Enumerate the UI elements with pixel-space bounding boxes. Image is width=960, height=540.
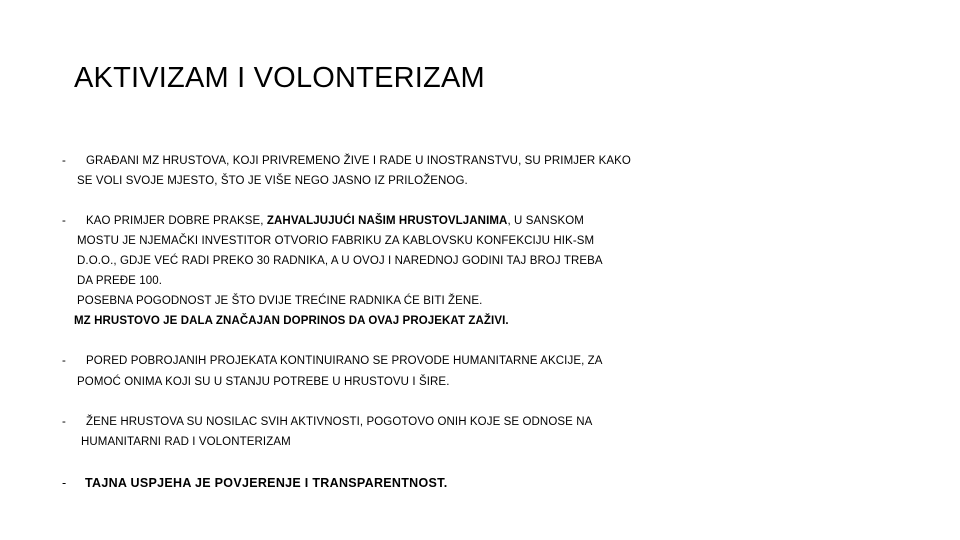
bullet-1-line-2: SE VOLI SVOJE MJESTO, ŠTO JE VIŠE NEGO JASNO IZ PRILOŽENOG. (77, 175, 468, 187)
bullet-dash-4: - (62, 416, 66, 428)
bullet-1-line-1: GRAĐANI MZ HRUSTOVA, KOJI PRIVREMENO ŽIVE I RADE U INOSTRANSTVU, SU PRIMJER KAKO (86, 155, 631, 167)
bullet-2-line-1-end: , U SANSKOM (507, 215, 584, 227)
bullet-dash-1: - (62, 155, 66, 167)
bullet-2-line-6-bold: MZ HRUSTOVO JE DALA ZNAČAJAN DOPRINOS DA OVAJ PROJEKAT ZAŽIVI. (74, 315, 509, 327)
bullet-4-line-2: HUMANITARNI RAD I VOLONTERIZAM (81, 436, 291, 448)
bullet-4-line-1: ŽENE HRUSTOVA SU NOSILAC SVIH AKTIVNOSTI, POGOTOVO ONIH KOJE SE ODNOSE NA (86, 416, 593, 428)
bullet-dash-2: - (62, 215, 66, 227)
bullet-2-line-4: DA PREĐE 100. (77, 275, 163, 287)
bullet-2-line-5: POSEBNA POGODNOST JE ŠTO DVIJE TREĆINE RADNIKA ĆE BITI ŽENE. (77, 295, 483, 307)
bullet-3-line-2: POMOĆ ONIMA KOJI SU U STANJU POTREBE U HRUSTOVU I ŠIRE. (77, 376, 450, 388)
bullet-2-line-2: MOSTU JE NJEMAČKI INVESTITOR OTVORIO FABRIKU ZA KABLOVSKU KONFEKCIJU HIK-SM (77, 235, 595, 247)
bullet-dash-3: - (62, 355, 66, 367)
slide-title: AKTIVIZAM I VOLONTERIZAM (74, 62, 485, 94)
bullet-5-closing-statement: TAJNA USPJEHA JE POVJERENJE I TRANSPARENTNOST. (85, 476, 448, 490)
bullet-3-line-1: PORED POBROJANIH PROJEKATA KONTINUIRANO SE PROVODE HUMANITARNE AKCIJE, ZA (86, 355, 603, 367)
bullet-2-line-1 (86, 214, 584, 228)
bullet-dash-5: - (62, 476, 67, 490)
bullet-2-line-3: D.O.O., GDJE VEĆ RADI PREKO 30 RADNIKA, A U OVOJ I NAREDNOJ GODINI TAJ BROJ TREBA (77, 255, 603, 267)
bullet-2-emphasis: ZAHVALJUJUĆI NAŠIM HRUSTOVLJANIMA (266, 215, 508, 227)
bullet-2-line-1-start: KAO PRIMJER DOBRE PRAKSE, (86, 215, 267, 227)
